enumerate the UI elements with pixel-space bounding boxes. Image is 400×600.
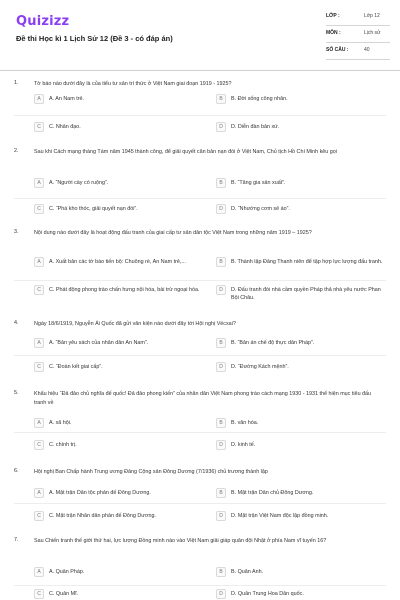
option-d[interactable]	[216, 122, 386, 132]
meta-class	[326, 10, 390, 24]
option-letter: D	[216, 204, 226, 214]
meta-count	[326, 44, 390, 58]
option-text: B. văn hóa.	[231, 420, 259, 426]
question-text: Sau Chiến tranh thế giới thứ hai, lực lượng Đồng minh nào vào Việt Nam giải giáp quân đội Nhật ở phía Nam vĩ tuyến 16?	[34, 538, 327, 544]
option-c[interactable]	[34, 362, 204, 372]
option-text: A. Quân Pháp.	[49, 569, 85, 575]
option-text: C. chính trị.	[49, 442, 77, 448]
option-divider	[14, 503, 386, 504]
option-a[interactable]	[34, 418, 204, 428]
option-b[interactable]	[216, 94, 386, 104]
question-number: 4.	[14, 320, 19, 326]
question-number: 7.	[14, 537, 19, 543]
option-text: D. Diễn đàn bản xứ.	[231, 124, 280, 130]
option-c[interactable]	[34, 440, 204, 450]
option-letter: B	[216, 488, 226, 498]
option-d[interactable]	[216, 285, 388, 302]
option-letter: C	[34, 511, 44, 521]
option-letter: A	[34, 418, 44, 428]
option-c[interactable]	[34, 589, 204, 599]
quizizz-logo: Quizizz	[16, 14, 70, 29]
page-title: Đề thi Học kì 1 Lịch Sử 12 (Đề 3 - có đáp án)	[16, 34, 173, 43]
question-number: 6.	[14, 468, 19, 474]
option-text: D. “Đường Kách mệnh”.	[231, 364, 289, 370]
question-text: Hội nghị Ban Chấp hành Trung ương Đảng Cộng sản Đông Dương (7/1936) chủ trương thành lập	[34, 469, 268, 475]
option-divider	[14, 585, 386, 586]
meta-value: 40	[364, 47, 370, 53]
option-letter: A	[34, 338, 44, 348]
option-text: A. Mặt trận Dân tộc phản đế Đông Dương.	[49, 490, 151, 496]
option-a[interactable]	[34, 257, 206, 267]
option-b[interactable]	[216, 257, 388, 267]
option-text: C. Phát động phong trào chấn hưng nội hóa, bài trừ ngoại hóa.	[49, 287, 200, 293]
option-text: B. Quân Anh.	[231, 569, 264, 575]
meta-label: SỐ CÂU :	[326, 47, 349, 53]
header-divider	[0, 70, 400, 71]
option-letter: A	[34, 567, 44, 577]
option-letter: B	[216, 94, 226, 104]
option-letter: C	[34, 122, 44, 132]
meta-divider	[326, 25, 390, 26]
option-text: B. “Tăng gia sản xuất”.	[231, 180, 286, 186]
option-divider	[14, 280, 386, 281]
option-b[interactable]	[216, 488, 386, 498]
option-letter: A	[34, 94, 44, 104]
meta-subject	[326, 27, 390, 41]
option-text: D. kinh tế.	[231, 442, 256, 448]
question-text: Ngày 18/6/1919, Nguyễn Ái Quốc đã gửi văn kiện nào dưới đây tới Hội nghị Vécxai?	[34, 321, 236, 327]
meta-value: Lớp 12	[364, 13, 380, 19]
option-a[interactable]	[34, 338, 204, 348]
option-text: B. Đời sống công nhân.	[231, 96, 288, 102]
option-letter: C	[34, 440, 44, 450]
option-b[interactable]	[216, 418, 386, 428]
option-letter: D	[216, 440, 226, 450]
meta-label: LỚP :	[326, 13, 340, 19]
option-text: A. “Bản yêu sách của nhân dân An Nam”.	[49, 340, 149, 346]
option-letter: C	[34, 285, 44, 295]
option-letter: B	[216, 257, 226, 267]
option-b[interactable]	[216, 338, 386, 348]
option-d[interactable]	[216, 362, 386, 372]
option-text: B. “Bản án chế độ thực dân Pháp”.	[231, 340, 315, 346]
option-a[interactable]	[34, 94, 204, 104]
option-letter: B	[216, 567, 226, 577]
option-letter: A	[34, 257, 44, 267]
option-d[interactable]	[216, 204, 386, 214]
option-text: B. Mặt trận Dân chủ Đông Dương.	[231, 490, 314, 496]
option-d[interactable]	[216, 511, 386, 521]
option-letter: B	[216, 178, 226, 188]
option-b[interactable]	[216, 567, 386, 577]
option-letter: D	[216, 362, 226, 372]
option-b[interactable]	[216, 178, 386, 188]
option-text: B. Thành lập Đảng Thanh niên để tập hợp lực lượng đấu tranh.	[231, 259, 383, 265]
option-text: D. Mặt trận Việt Nam độc lập đồng minh.	[231, 513, 329, 519]
meta-divider	[326, 59, 390, 60]
meta-label: MÔN :	[326, 30, 341, 36]
meta-divider	[326, 42, 390, 43]
question-text: Nội dung nào dưới đây là hoạt động đấu tranh của giai cấp tư sản dân tộc Việt Nam trong những năm 1919 – 1925?	[34, 230, 312, 236]
question-number: 3.	[14, 229, 19, 235]
option-letter: D	[216, 511, 226, 521]
option-text: C. “Phá kho thóc, giải quyết nạn đói”.	[49, 206, 138, 212]
question-text: Sau khi Cách mạng tháng Tám năm 1945 thành công, để giải quyết căn bản nạn đói ở Việt Nam, Chủ tịch Hồ Chí Minh kêu gọi	[34, 149, 337, 155]
option-text: D. “Nhường cơm sẻ áo”.	[231, 206, 290, 212]
option-c[interactable]	[34, 122, 204, 132]
option-d[interactable]	[216, 440, 386, 450]
option-text: C. Mặt trận Nhân dân phản đế Đông Dương.	[49, 513, 156, 519]
option-letter: D	[216, 589, 226, 599]
option-text: A. Xuất bản các tờ báo tiến bộ: Chuông rè, An Nam trẻ,...	[49, 259, 186, 265]
option-text: C. Quân Mĩ.	[49, 591, 79, 597]
option-letter: A	[34, 488, 44, 498]
option-a[interactable]	[34, 567, 204, 577]
option-a[interactable]	[34, 488, 204, 498]
option-letter: C	[34, 589, 44, 599]
option-text: C. Nhân đạo.	[49, 124, 81, 130]
option-text: D. Đấu tranh đòi nhà cầm quyền Pháp thả nhà yêu nước Phan Bội Châu.	[231, 287, 381, 301]
option-letter: B	[216, 418, 226, 428]
question-text: Tờ báo nào dưới đây là của tiểu tư sản trí thức ở Việt Nam giai đoạn 1919 - 1925?	[34, 81, 232, 87]
option-letter: B	[216, 338, 226, 348]
option-divider	[14, 355, 386, 356]
option-text: A. “Người cày có ruộng”.	[49, 180, 109, 186]
option-c[interactable]	[34, 511, 204, 521]
option-divider	[14, 432, 386, 433]
option-text: A. xã hội.	[49, 420, 72, 426]
option-letter: C	[34, 362, 44, 372]
option-text: C. “Đoàn kết giai cấp”.	[49, 364, 103, 370]
question-number: 1.	[14, 80, 19, 86]
option-d[interactable]	[216, 589, 386, 599]
option-text: A. An Nam trẻ.	[49, 96, 85, 102]
question-number: 5.	[14, 390, 19, 396]
option-a[interactable]	[34, 178, 204, 188]
option-letter: D	[216, 122, 226, 132]
option-c[interactable]	[34, 285, 206, 295]
option-divider	[14, 198, 386, 199]
option-letter: A	[34, 178, 44, 188]
meta-value: Lịch sử	[364, 30, 381, 36]
option-divider	[14, 115, 386, 116]
question-number: 2.	[14, 148, 19, 154]
option-letter: D	[216, 285, 226, 295]
question-text: Khẩu hiệu “Đả đảo chủ nghĩa đế quốc! Đả đảo phong kiến” của nhân dân Việt Nam phong trào cách mạng 1930 - 1931 thể hiện mục tiêu đấu tranh về	[34, 391, 372, 406]
option-c[interactable]	[34, 204, 204, 214]
header	[0, 0, 400, 68]
option-text: D. Quân Trung Hoa Dân quốc.	[231, 591, 304, 597]
option-letter: C	[34, 204, 44, 214]
